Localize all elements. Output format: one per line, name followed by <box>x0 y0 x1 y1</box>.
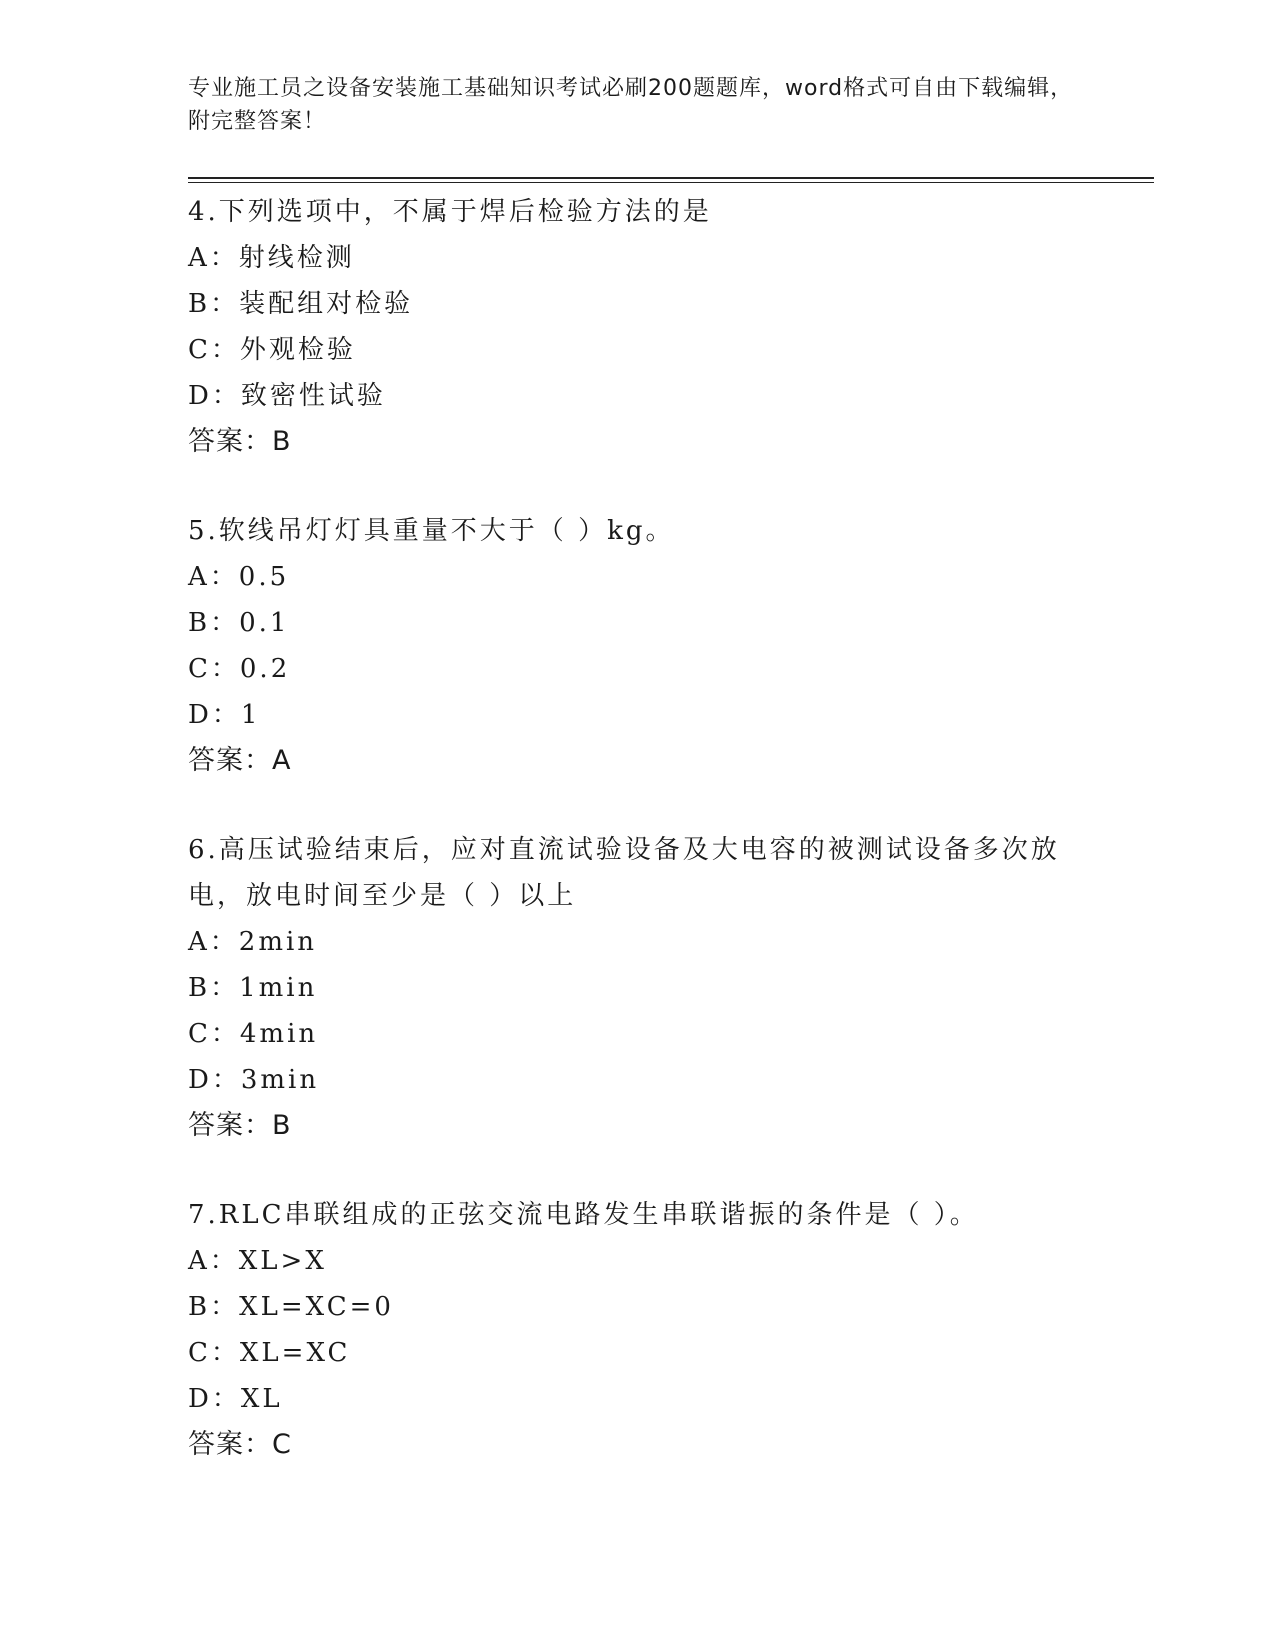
answer: 答案：A <box>188 745 292 776</box>
answer: 答案：B <box>188 1110 292 1141</box>
option-b: B：XL=XC=0 <box>188 1292 394 1322</box>
option-b: B：装配组对检验 <box>188 289 414 319</box>
option-c: C：外观检验 <box>188 335 356 365</box>
option-d: D：3min <box>188 1065 320 1095</box>
option-c: C：4min <box>188 1019 319 1049</box>
option-d: D：致密性试验 <box>188 381 386 411</box>
option-c: C：XL=XC <box>188 1338 351 1368</box>
question-title: 5.软线吊灯灯具重量不大于（ ）kg。 <box>188 516 675 546</box>
option-a: A：XL>X <box>188 1246 327 1276</box>
document-header <box>188 72 1088 138</box>
option-a: A：射线检测 <box>188 243 355 273</box>
option-a: A：2min <box>188 927 318 957</box>
header-title: 专业施工员之设备安装施工基础知识考试必刷200题题库，word格式可自由下载编辑，附完整答案！ <box>188 76 1074 134</box>
question-title: 6.高压试验结束后，应对直流试验设备及大电容的被测试设备多次放电，放电时间至少是（ ）以上 <box>188 835 1060 911</box>
answer: 答案：C <box>188 1429 292 1460</box>
question-7 <box>188 1192 1088 1468</box>
option-b: B：0.1 <box>188 608 290 638</box>
header-divider-thin <box>188 182 1154 183</box>
answer: 答案：B <box>188 426 292 457</box>
question-title: 7.RLC串联组成的正弦交流电路发生串联谐振的条件是（ ）。 <box>188 1200 979 1230</box>
question-5 <box>188 508 1088 784</box>
header-divider <box>188 177 1154 179</box>
question-6 <box>188 827 1088 1149</box>
question-4 <box>188 189 1088 465</box>
question-title: 4.下列选项中，不属于焊后检验方法的是 <box>188 197 712 227</box>
option-a: A：0.5 <box>188 562 290 592</box>
option-c: C：0.2 <box>188 654 291 684</box>
option-d: D：1 <box>188 700 261 730</box>
option-b: B：1min <box>188 973 318 1003</box>
option-d: D：XL <box>188 1384 283 1414</box>
